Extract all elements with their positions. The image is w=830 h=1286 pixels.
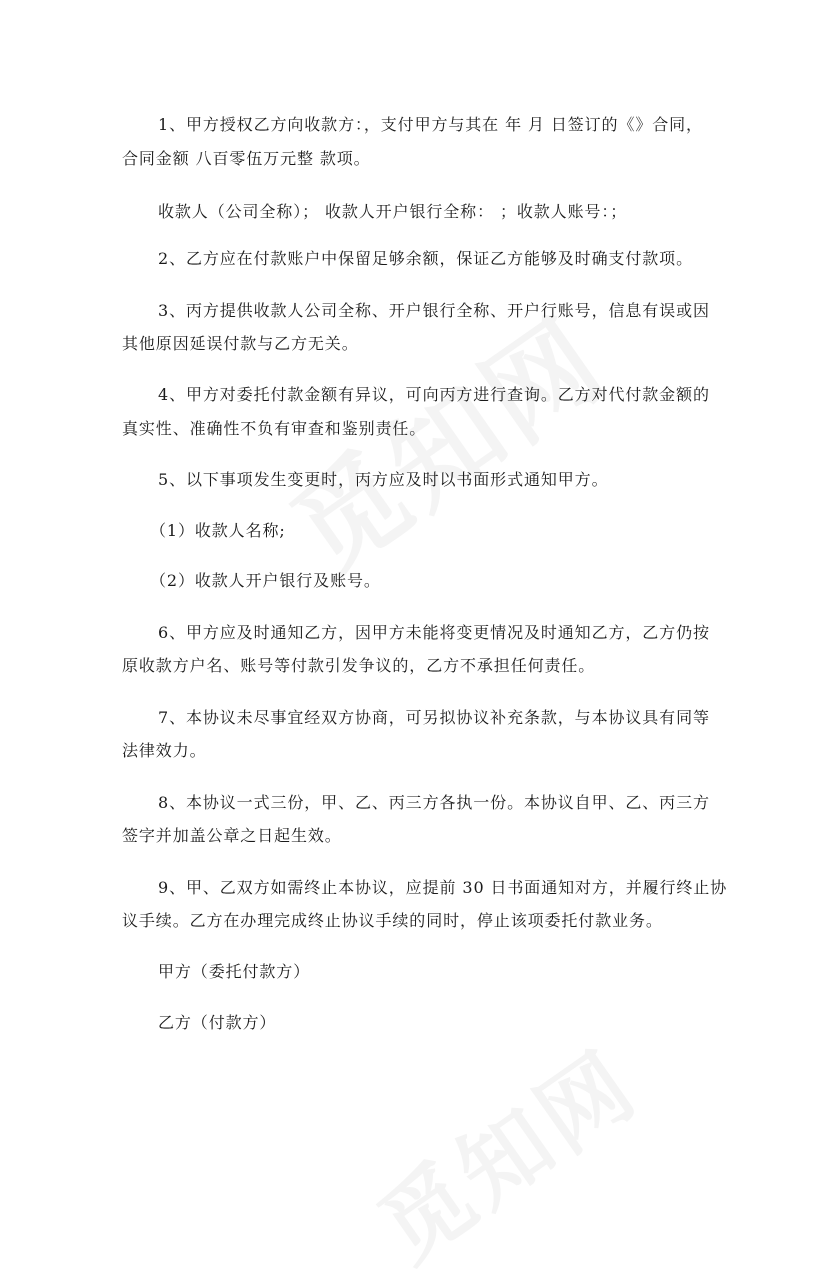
clause-8-line-1: 8、本协议一式三份，甲、乙、丙三方各执一份。本协议自甲、乙、丙三方 <box>158 793 710 812</box>
clause-6-line-2: 原收款方户名、账号等付款引发争议的，乙方不承担任何责任。 <box>122 656 596 675</box>
clause-3-line-2: 其他原因延误付款与乙方无关。 <box>122 334 359 353</box>
payee-info: 收款人（公司全称）； 收款人开户银行全称： ；收款人账号：； <box>158 202 628 221</box>
clause-6-line-1: 6、甲方应及时通知乙方，因甲方未能将变更情况及时通知乙方，乙方仍按 <box>158 623 710 642</box>
clause-2: 2、乙方应在付款账户中保留足够余额，保证乙方能够及时确支付款项。 <box>158 249 693 268</box>
sub-item-2: （2）收款人开户银行及账号。 <box>150 571 381 590</box>
party-a-signature: 甲方（委托付款方） <box>158 962 311 981</box>
clause-9-line-2: 议手续。乙方在办理完成终止协议手续的同时，停止该项委托付款业务。 <box>122 911 663 930</box>
clause-4-line-2: 真实性、准确性不负有审查和鉴别责任。 <box>122 419 427 438</box>
clause-7-line-1: 7、本协议未尽事宜经双方协商，可另拟协议补充条款，与本协议具有同等 <box>158 708 710 727</box>
clause-3-line-1: 3、丙方提供收款人公司全称、开户银行全称、开户行账号，信息有误或因 <box>158 301 710 320</box>
clause-4-line-1: 4、甲方对委托付款金额有异议，可向丙方进行查询。乙方对代付款金额的 <box>158 385 710 404</box>
clause-7-line-2: 法律效力。 <box>122 741 207 760</box>
clause-8-line-2: 签字并加盖公章之日起生效。 <box>122 826 342 845</box>
sub-item-1: （1）收款人名称; <box>150 521 286 540</box>
clause-9-line-1: 9、甲、乙双方如需终止本协议，应提前 30 日书面通知对方，并履行终止协 <box>158 878 728 897</box>
clause-1-line-2: 合同金额 八百零伍万元整 款项。 <box>122 149 371 168</box>
party-b-signature: 乙方（付款方） <box>158 1013 277 1032</box>
clause-1-line-1: 1、甲方授权乙方向收款方：，支付甲方与其在 年 月 日签订的《》合同， <box>158 115 703 134</box>
clause-5: 5、以下事项发生变更时，丙方应及时以书面形式通知甲方。 <box>158 470 609 489</box>
